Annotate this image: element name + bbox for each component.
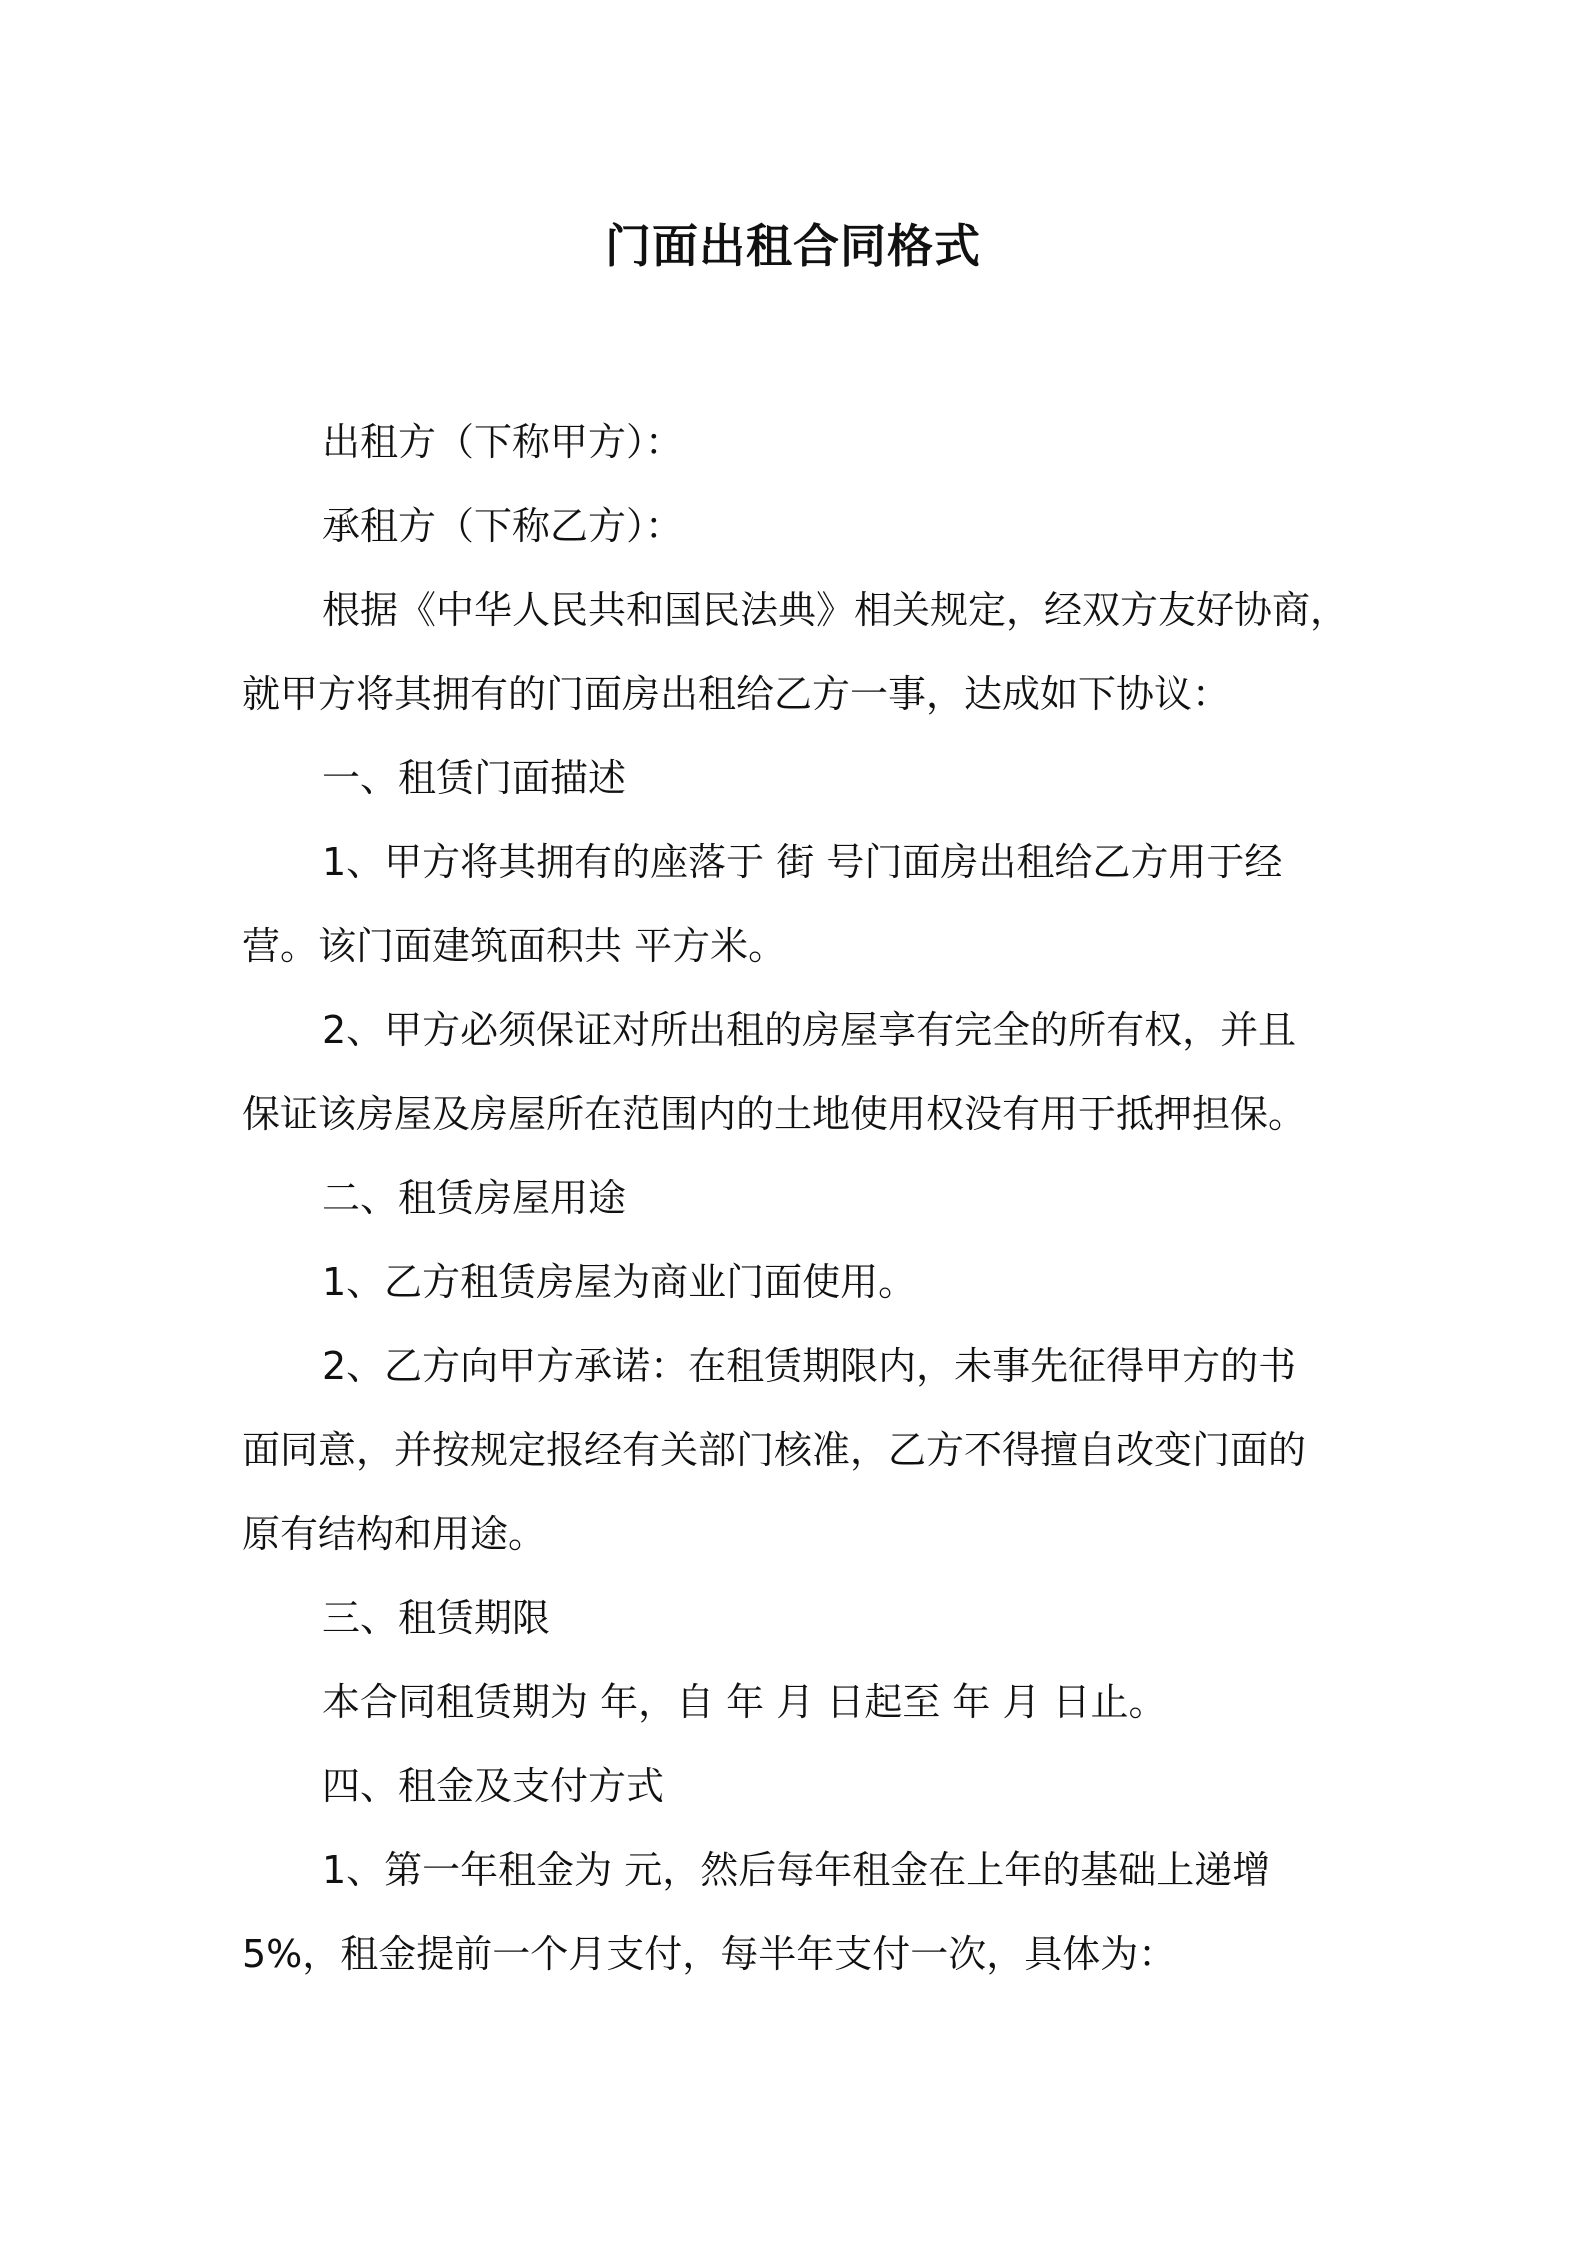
clause-1-1-line-1: 1、甲方将其拥有的座落于 街 号门面房出租给乙方用于经 xyxy=(322,840,1283,884)
clause-2-2-line-1: 2、乙方向甲方承诺：在租赁期限内，未事先征得甲方的书 xyxy=(322,1344,1297,1388)
clause-1-1-line-2: 营。该门面建筑面积共 平方米。 xyxy=(242,924,787,968)
clause-2-2-line-3: 原有结构和用途。 xyxy=(242,1512,547,1556)
lessee-line: 承租方（下称乙方）： xyxy=(322,504,684,548)
preamble-line-2: 就甲方将其拥有的门面房出租给乙方一事，达成如下协议： xyxy=(242,672,1231,716)
lease-term-line: 本合同租赁期为 年，自 年 月 日起至 年 月 日止。 xyxy=(322,1680,1167,1724)
section-heading-1: 一、租赁门面描述 xyxy=(322,756,627,800)
section-heading-2: 二、租赁房屋用途 xyxy=(322,1176,627,1220)
clause-4-1-line-2: 5%，租金提前一个月支付，每半年支付一次，具体为： xyxy=(242,1932,1177,1976)
document-body xyxy=(242,400,1362,1996)
clause-4-1-line-1: 1、第一年租金为 元，然后每年租金在上年的基础上递增 xyxy=(322,1848,1271,1892)
clause-2-2-line-2: 面同意，并按规定报经有关部门核准，乙方不得擅自改变门面的 xyxy=(242,1428,1307,1472)
document-title: 门面出租合同格式 xyxy=(605,219,981,273)
section-heading-4: 四、租金及支付方式 xyxy=(322,1764,665,1808)
clause-1-2-line-1: 2、甲方必须保证对所出租的房屋享有完全的所有权，并且 xyxy=(322,1008,1297,1052)
lessor-line: 出租方（下称甲方）： xyxy=(322,420,684,464)
preamble-line-1: 根据《中华人民共和国民法典》相关规定，经双方友好协商， xyxy=(322,588,1349,632)
clause-2-1: 1、乙方租赁房屋为商业门面使用。 xyxy=(322,1260,917,1304)
clause-1-2-line-2: 保证该房屋及房屋所在范围内的土地使用权没有用于抵押担保。 xyxy=(242,1092,1307,1136)
section-heading-3: 三、租赁期限 xyxy=(322,1596,551,1640)
